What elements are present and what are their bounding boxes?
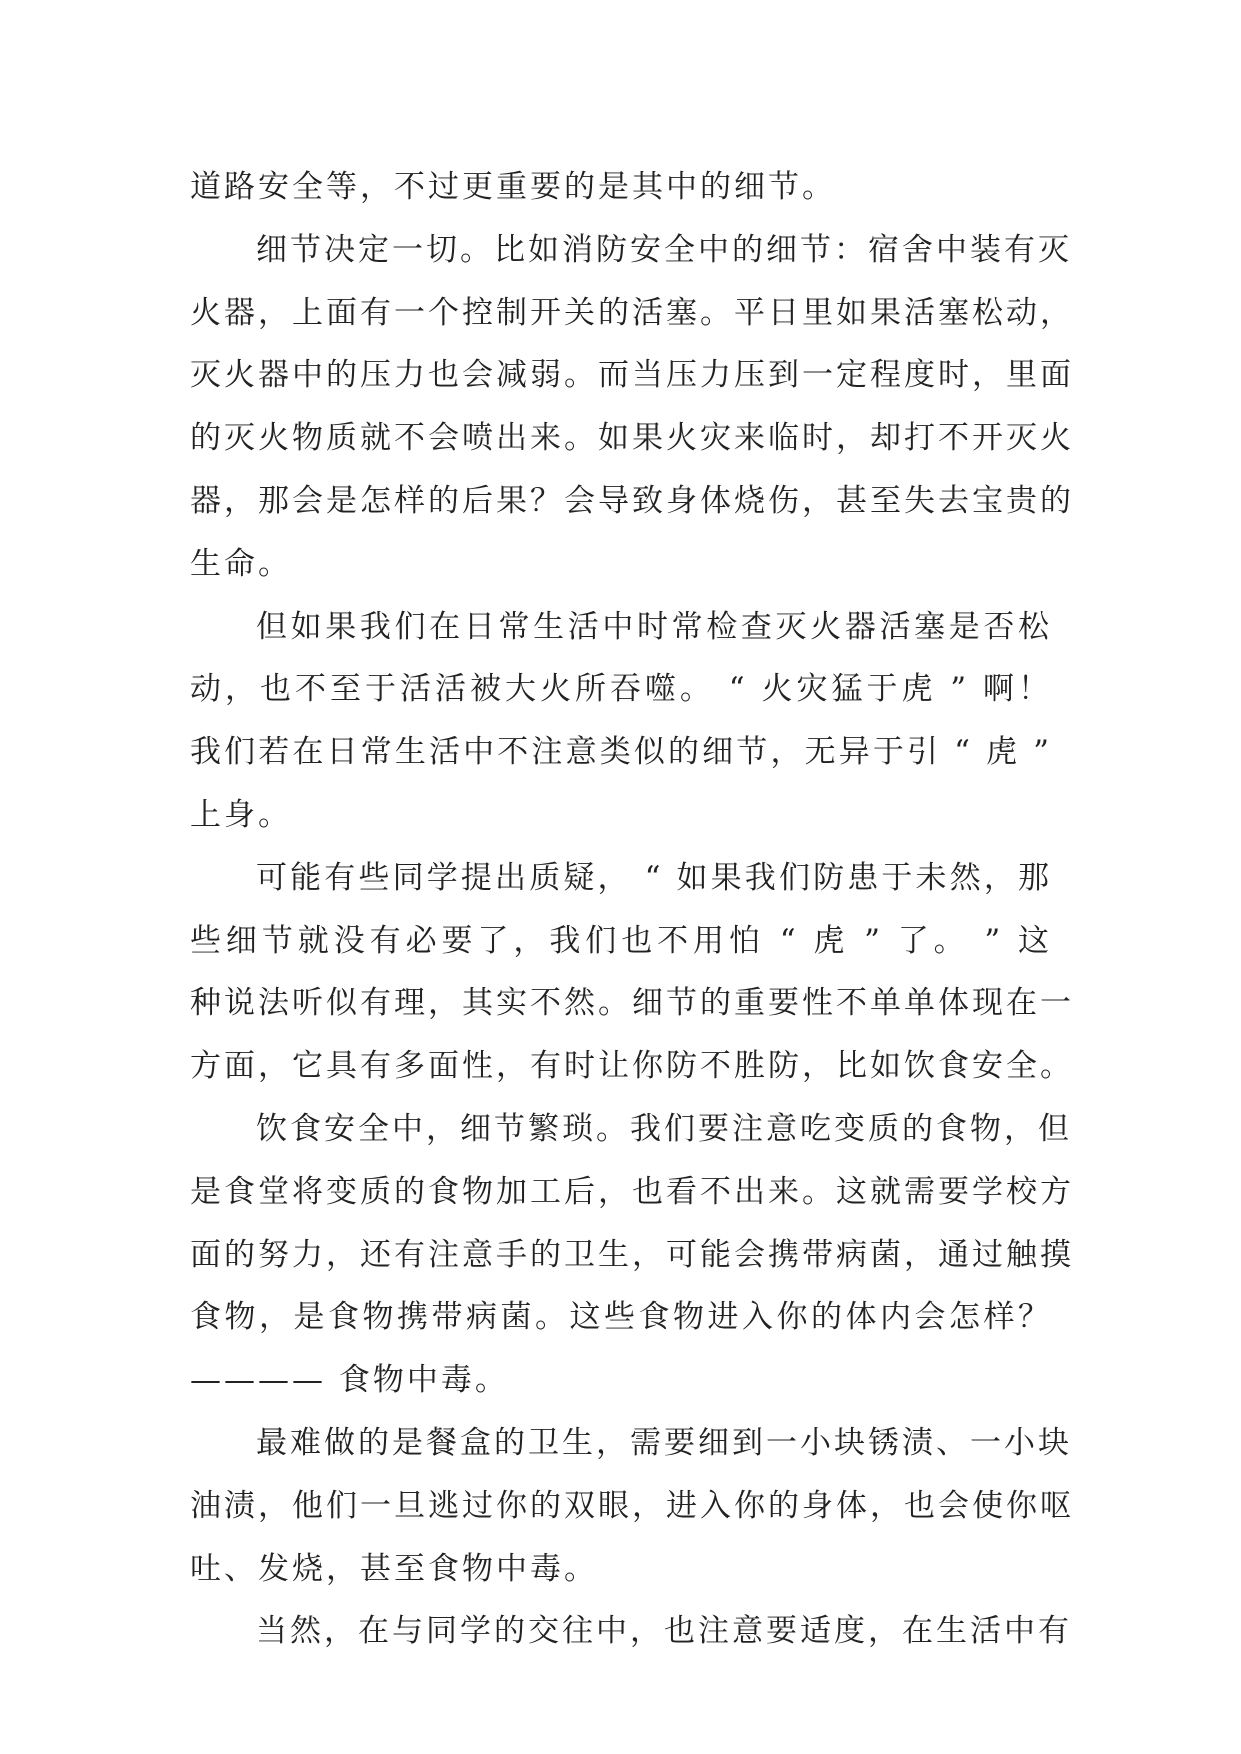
paragraph-first-line: 可能有些同学提出质疑， “ 如果我们防患于未然，那 <box>256 859 1052 896</box>
paragraph-first-line: 饮食安全中，细节繁琐。我们要注意吃变质的食物，但 <box>256 1110 1072 1147</box>
text-line: 食物，是食物携带病菌。这些食物进入你的体内会怎样？ <box>190 1299 1052 1336</box>
text-line: 动，也不至于活活被大火所吞噬。 “ 火灾猛于虎 ” 啊！ <box>190 671 1052 708</box>
text-line: 灭火器中的压力也会减弱。而当压力压到一定程度时，里面 <box>190 357 1074 394</box>
paragraph-first-line: 但如果我们在日常生活中时常检查灭火器活塞是否松 <box>256 608 1052 645</box>
text-line: 的灭火物质就不会喷出来。如果火灾来临时，却打不开灭火 <box>190 420 1074 457</box>
text-line: 道路安全等，不过更重要的是其中的细节。 <box>190 169 836 205</box>
text-line: 些细节就没有必要了，我们也不用怕 “ 虎 ” 了。 ” 这 <box>190 922 1052 959</box>
text-line: 生命。 <box>190 545 292 582</box>
text-line: 吐、发烧，甚至食物中毒。 <box>190 1550 598 1587</box>
text-line: 器，那会是怎样的后果？会导致身体烧伤，甚至失去宝贵的 <box>190 482 1074 519</box>
paragraph-first-line: 细节决定一切。比如消防安全中的细节：宿舍中装有灭 <box>256 231 1072 268</box>
document-body <box>190 156 1074 1663</box>
text-line: 上身。 <box>190 796 292 833</box>
text-line: 是食堂将变质的食物加工后，也看不出来。这就需要学校方 <box>190 1173 1074 1210</box>
paragraph-first-line: 当然，在与同学的交往中，也注意要适度，在生活中有 <box>256 1613 1072 1650</box>
text-line: 方面，它具有多面性，有时让你防不胜防，比如饮食安全。 <box>190 1048 1074 1085</box>
text-line: 种说法听似有理，其实不然。细节的重要性不单单体现在一 <box>190 985 1074 1022</box>
paragraph-first-line: 最难做的是餐盒的卫生，需要细到一小块锈渍、一小块 <box>256 1424 1072 1461</box>
text-line: ———— 食物中毒。 <box>190 1362 509 1399</box>
text-line: 油渍，他们一旦逃过你的双眼，进入你的身体，也会使你呕 <box>190 1487 1074 1524</box>
text-line: 火器，上面有一个控制开关的活塞。平日里如果活塞松动， <box>190 294 1074 331</box>
text-line: 我们若在日常生活中不注意类似的细节，无异于引 “ 虎 ” <box>190 734 1052 771</box>
text-line: 面的努力，还有注意手的卫生，可能会携带病菌，通过触摸 <box>190 1236 1074 1273</box>
